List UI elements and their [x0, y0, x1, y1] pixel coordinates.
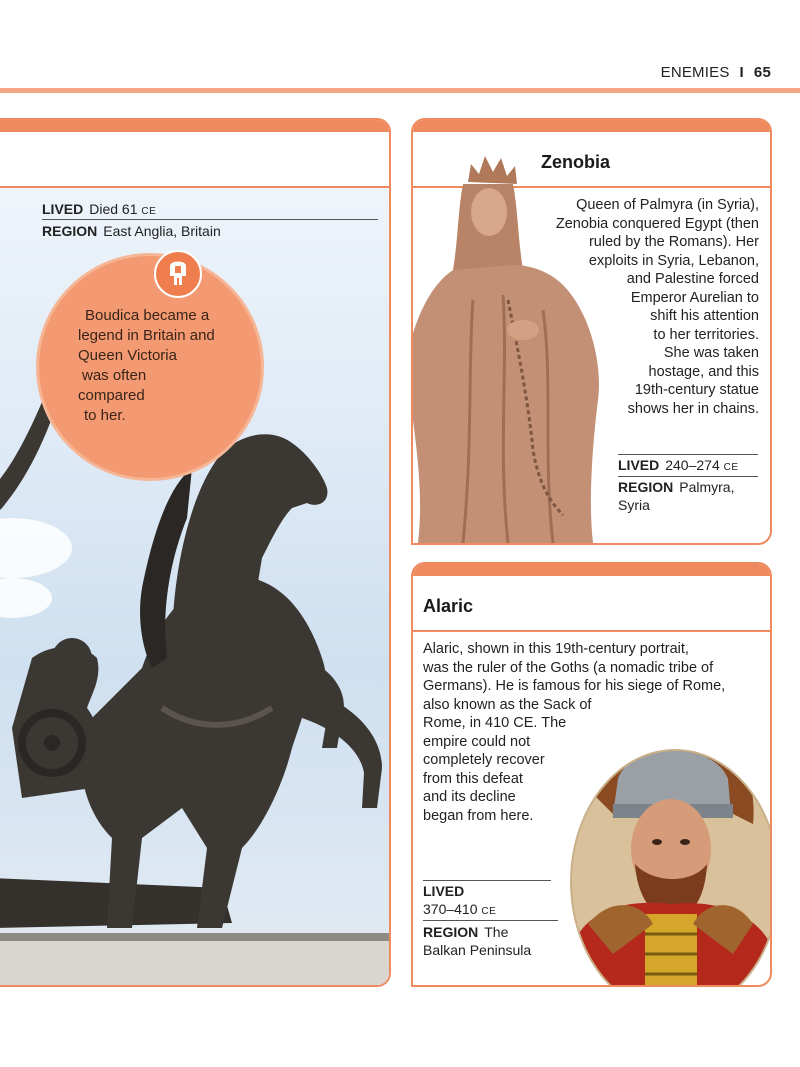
body-line: and its decline	[423, 789, 516, 805]
alaric-title: Alaric	[423, 596, 474, 616]
region-value-cont: Balkan Peninsula	[423, 942, 532, 958]
body-line: to her territories.	[653, 326, 759, 343]
boudica-region-row	[42, 222, 221, 240]
body-line: began from here.	[423, 807, 534, 824]
body-line: exploits in Syria, Lebanon,	[588, 252, 759, 269]
callout-line: legend in Britain and	[78, 327, 215, 344]
body-line: ruled by the Romans). Her	[588, 234, 759, 250]
fact-divider	[423, 880, 551, 881]
page-header	[0, 60, 800, 90]
fact-divider	[618, 476, 758, 477]
section-title: ENEMIES	[660, 64, 730, 81]
body-line: was the ruler of the Goths (a nomadic tribe of	[423, 659, 714, 676]
region-label: REGION	[42, 223, 98, 239]
region-value: Palmyra,	[679, 479, 735, 495]
alaric-region-row	[423, 923, 531, 959]
body-line: empire could not	[423, 733, 531, 750]
alaric-lived-row	[423, 882, 496, 921]
body-line: Zenobia conquered Egypt (then	[555, 215, 759, 232]
lived-era: CE	[481, 906, 497, 917]
region-value: East Anglia, Britain	[103, 223, 221, 239]
zenobia-title: Zenobia	[541, 152, 611, 172]
body-line: from this defeat	[423, 770, 523, 787]
body-line: and Palestine forced	[626, 271, 759, 287]
body-line: Emperor Aurelian to	[630, 289, 759, 306]
fact-divider	[423, 920, 558, 921]
lived-label: LIVED	[42, 201, 84, 217]
boudica-panel	[0, 118, 391, 987]
lived-label: LIVED	[423, 883, 465, 899]
warrior-helmet-icon	[154, 250, 202, 298]
boudica-lived-row	[42, 200, 156, 221]
region-label: REGION	[618, 479, 674, 495]
body-line: completely recover	[423, 752, 545, 768]
fact-divider	[42, 219, 378, 220]
panel-title-band	[0, 132, 389, 188]
lived-value: 240–274	[665, 457, 720, 473]
zenobia-region-row	[618, 478, 734, 514]
body-line: shows her in chains.	[627, 400, 759, 417]
body-line: Alaric, shown in this 19th-century portrait,	[423, 641, 689, 657]
zenobia-lived-row	[618, 456, 739, 477]
body-line: Germans). He is famous for his siege of Rome,	[423, 678, 726, 694]
body-line: shift his attention	[650, 308, 759, 324]
callout-line: compared	[78, 387, 145, 404]
page-number: 65	[753, 64, 771, 81]
callout-line: Queen Victoria	[78, 347, 177, 364]
lived-era: CE	[141, 206, 157, 217]
lived-value: Died 61	[89, 201, 138, 217]
body-line: hostage, and this	[648, 363, 759, 380]
region-label: REGION	[423, 924, 479, 940]
alaric-body-text	[423, 640, 753, 825]
body-line: Rome, in 410 CE. The	[423, 715, 567, 731]
body-line: 19th-century statue	[634, 382, 759, 398]
lived-label: LIVED	[618, 457, 660, 473]
header-rule	[0, 88, 800, 93]
callout-line: to her.	[84, 407, 126, 424]
fact-divider	[618, 454, 758, 455]
region-value-cont: Syria	[618, 497, 650, 513]
callout-line: Boudica became a	[85, 307, 210, 324]
lived-value: 370–410	[423, 901, 478, 917]
region-value: The	[484, 924, 509, 940]
body-line: She was taken	[663, 345, 759, 361]
zenobia-body-text	[499, 196, 759, 418]
callout-line: was often	[82, 367, 147, 384]
body-line: also known as the Sack of	[423, 696, 592, 713]
body-line: Queen of Palmyra (in Syria),	[576, 197, 759, 213]
boudica-callout-text	[78, 306, 238, 426]
header-separator: I	[739, 64, 744, 81]
running-head	[661, 64, 771, 81]
panel-tab	[0, 120, 389, 132]
lived-era: CE	[723, 462, 739, 473]
